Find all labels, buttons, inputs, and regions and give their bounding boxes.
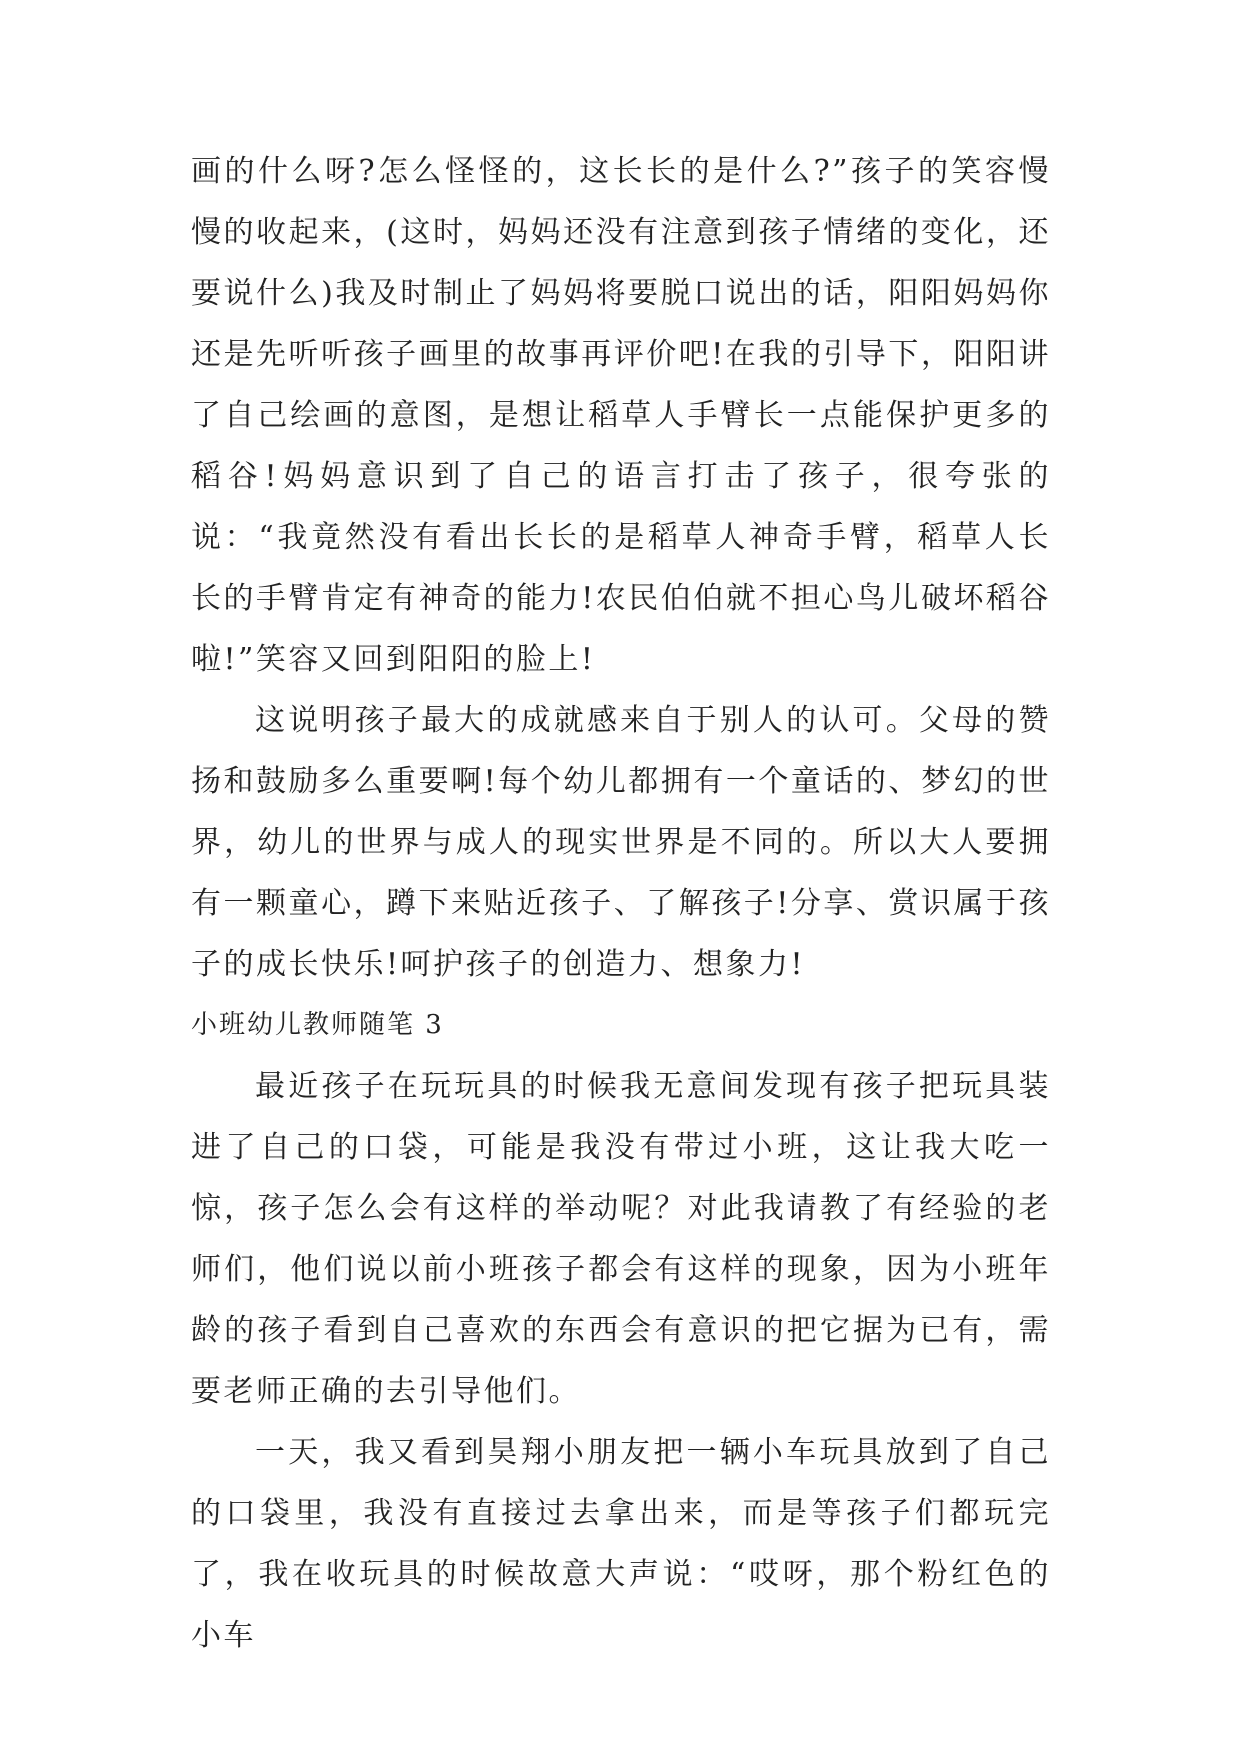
paragraph-1: 画的什么呀?怎么怪怪的，这长长的是什么?”孩子的笑容慢慢的收起来，(这时，妈妈还没有注意到孩子情绪的变化，还要说什么)我及时制止了妈妈将要脱口说出的话，阳阳妈妈你还是先听听孩子画里的故事再评价吧!在我的引导下，阳阳讲了自己绘画的意图，是想让稻草人手臂长一点能保护更多的稻谷!妈妈意识到了自己的语言打击了孩子，很夸张的说：“我竟然没有看出长长的是稻草人神奇手臂，稻草人长长的手臂肯定有神奇的能力!农民伯伯就不担心鸟儿破坏稻谷啦!”笑容又回到阳阳的脸上! [191, 154, 1051, 677]
section-title: 小班幼儿教师随笔 3 [191, 1010, 444, 1040]
paragraph-4: 一天，我又看到昊翔小朋友把一辆小车玩具放到了自己的口袋里，我没有直接过去拿出来，而是等孩子们都玩完了，我在收玩具的时候故意大声说：“哎呀，那个粉红色的小车 [191, 1435, 1051, 1653]
paragraph-3: 最近孩子在玩玩具的时候我无意间发现有孩子把玩具装进了自己的口袋，可能是我没有带过小班，这让我大吃一惊，孩子怎么会有这样的举动呢？对此我请教了有经验的老师们，他们说以前小班孩子都会有这样的现象，因为小班年龄的孩子看到自己喜欢的东西会有意识的把它据为已有，需要老师正确的去引导他们。 [191, 1069, 1051, 1409]
paragraph-2: 这说明孩子最大的成就感来自于别人的认可。父母的赞扬和鼓励多么重要啊!每个幼儿都拥有一个童话的、梦幻的世界，幼儿的世界与成人的现实世界是不同的。所以大人要拥有一颗童心，蹲下来贴近孩子、了解孩子!分享、赏识属于孩子的成长快乐!呵护孩子的创造力、想象力! [191, 703, 1051, 982]
document-body [191, 141, 1051, 1666]
